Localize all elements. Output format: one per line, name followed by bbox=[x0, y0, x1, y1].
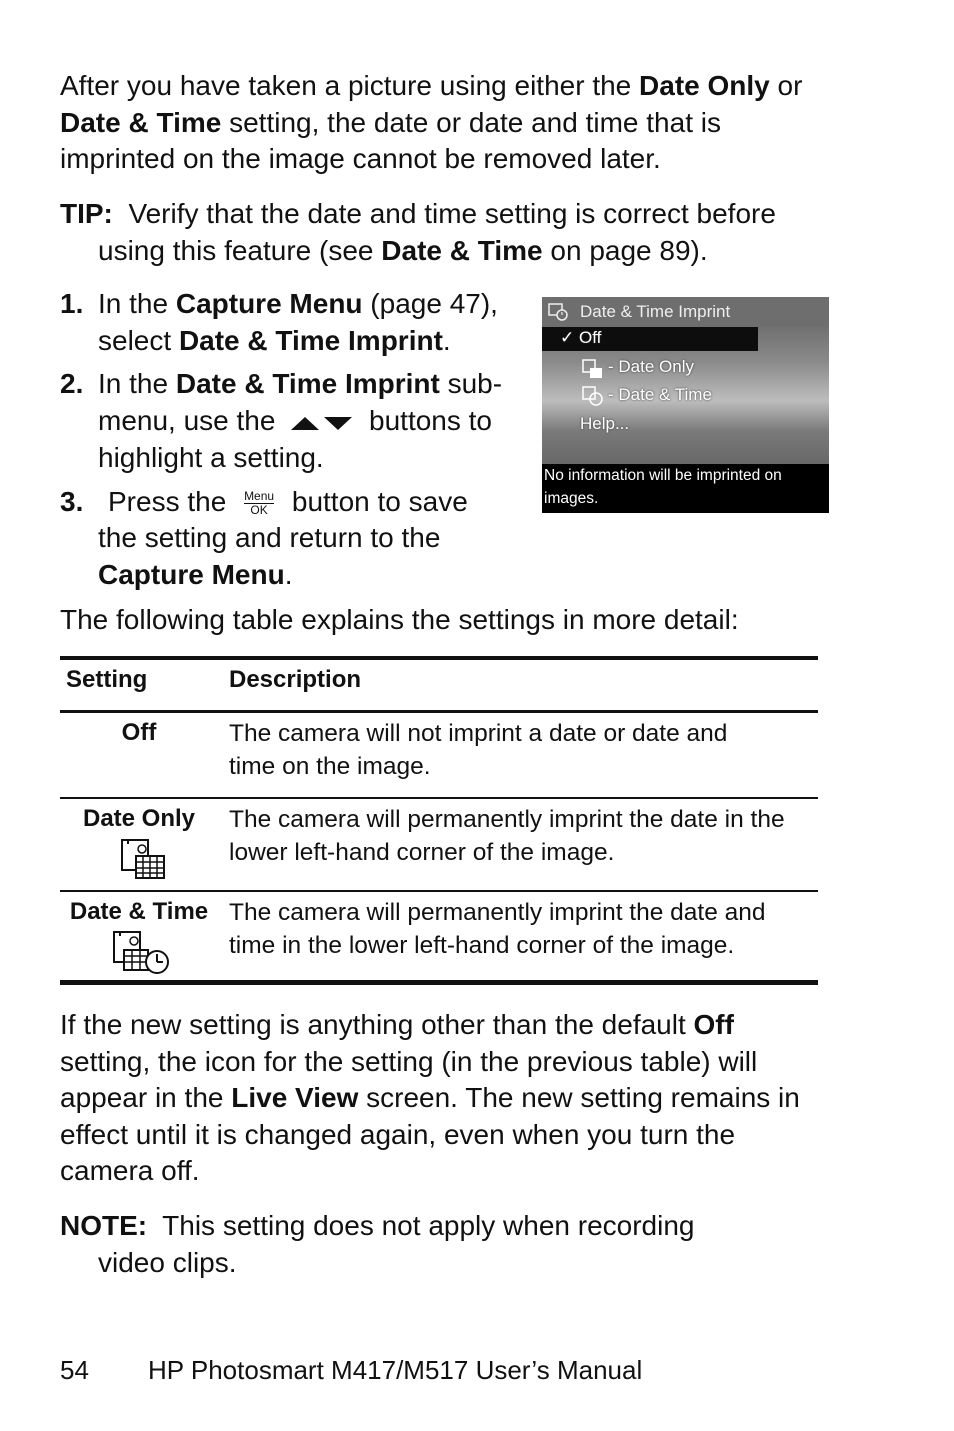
screen-title: Date & Time Imprint bbox=[580, 302, 731, 321]
step-bold: Date & Time Imprint bbox=[175, 368, 440, 399]
step-text: (page 47), bbox=[362, 288, 498, 319]
step-text: button to save bbox=[291, 485, 468, 517]
step-text: the setting and return to the bbox=[98, 522, 441, 554]
step-number: 2. bbox=[60, 368, 84, 399]
table-top-rule bbox=[60, 656, 818, 660]
after-bold-off: Off bbox=[693, 1009, 734, 1040]
header-description: Description bbox=[229, 666, 362, 693]
table-row-rule bbox=[60, 890, 818, 892]
desc-off bbox=[229, 717, 819, 783]
tip-bold-date-time: Date & Time bbox=[381, 235, 543, 266]
step-text: buttons to bbox=[369, 404, 492, 436]
step-text: Press the bbox=[108, 485, 227, 517]
screen-title-bar bbox=[542, 297, 829, 327]
note-label: NOTE: bbox=[60, 1210, 148, 1241]
camera-screen-image bbox=[542, 297, 829, 513]
desc-line: The camera will permanently imprint the date in the bbox=[229, 806, 785, 833]
date-time-small-icon bbox=[582, 386, 604, 406]
step-text: sub- bbox=[439, 368, 503, 399]
after-text: camera off. bbox=[60, 1155, 200, 1186]
step-2 bbox=[60, 366, 520, 477]
table-bottom-rule bbox=[60, 980, 818, 985]
date-only-small-icon bbox=[582, 359, 604, 379]
after-bold-live-view: Live View bbox=[231, 1082, 359, 1113]
screen-item-date-only: - Date Only bbox=[608, 357, 694, 376]
step-text: In the bbox=[98, 288, 176, 319]
steps-list bbox=[60, 286, 520, 600]
screen-item-off: ✓ Off bbox=[560, 328, 602, 347]
screen-info-bar bbox=[542, 464, 829, 513]
step-text: select bbox=[98, 324, 179, 356]
step-number: 3. bbox=[60, 485, 84, 517]
intro-text-3: setting, the date or date and time that is bbox=[221, 106, 721, 138]
tip-block bbox=[60, 195, 776, 269]
desc-line: time in the lower left-hand corner of the image. bbox=[229, 932, 735, 959]
step-1 bbox=[60, 286, 520, 359]
step-text: . bbox=[284, 558, 293, 590]
menu-ok-button-icon bbox=[244, 490, 274, 517]
step-text: In the bbox=[98, 368, 176, 399]
intro-text-1: After you have taken a picture using either the bbox=[60, 70, 640, 101]
step-text: . bbox=[442, 324, 451, 356]
step-bold: Capture Menu bbox=[175, 288, 363, 319]
menu-label: Menu bbox=[244, 488, 275, 503]
date-time-imprint-icon bbox=[548, 303, 568, 321]
setting-date-only: Date Only bbox=[82, 805, 196, 832]
desc-line: lower left-hand corner of the image. bbox=[229, 839, 615, 866]
info-line-1: No information will be imprinted on bbox=[544, 467, 782, 484]
note-text-2: video clips. bbox=[98, 1247, 237, 1278]
step-3 bbox=[60, 484, 520, 594]
table-header-rule bbox=[60, 710, 818, 713]
tip-text-1: Verify that the date and time setting is correct before bbox=[112, 198, 776, 229]
header-setting: Setting bbox=[66, 666, 148, 693]
footer-title: HP Photosmart M417/M517 User’s Manual bbox=[148, 1355, 643, 1385]
info-line-2: images. bbox=[544, 490, 599, 507]
table-intro: The following table explains the settings in more detail: bbox=[60, 604, 739, 635]
ok-label: OK bbox=[250, 502, 268, 517]
desc-line: time on the image. bbox=[229, 753, 431, 780]
note-text-1: This setting does not apply when recording bbox=[147, 1210, 695, 1241]
date-time-icon bbox=[112, 930, 172, 976]
intro-bold-date-time: Date & Time bbox=[60, 106, 222, 138]
screen-item-date-time: - Date & Time bbox=[608, 385, 712, 404]
after-text: If the new setting is anything other than the default bbox=[60, 1009, 694, 1040]
after-text: appear in the bbox=[60, 1082, 232, 1113]
desc-date-time bbox=[229, 896, 819, 962]
tip-text-2: using this feature (see bbox=[98, 235, 382, 266]
after-text: effect until it is changed again, even when you turn the bbox=[60, 1118, 736, 1150]
step-number: 1. bbox=[60, 288, 84, 319]
intro-paragraph bbox=[60, 68, 802, 178]
table-row-rule bbox=[60, 797, 818, 799]
setting-date-time: Date & Time bbox=[69, 898, 209, 925]
date-only-icon bbox=[120, 838, 168, 882]
desc-line: The camera will permanently imprint the date and bbox=[229, 899, 766, 926]
desc-line: The camera will not imprint a date or date and bbox=[229, 720, 728, 747]
screen-item-help: Help... bbox=[580, 414, 630, 433]
tip-text-3: on page 89). bbox=[542, 235, 708, 266]
tip-label: TIP: bbox=[60, 198, 113, 229]
step-text: highlight a setting. bbox=[98, 442, 324, 474]
intro-text-2: or bbox=[769, 70, 803, 101]
after-text: setting, the icon for the setting (in the previous table) will bbox=[60, 1045, 758, 1077]
intro-text-4: imprinted on the image cannot be removed later. bbox=[60, 143, 661, 174]
setting-off: Off bbox=[121, 719, 157, 746]
after-text: screen. The new setting remains in bbox=[358, 1082, 800, 1113]
desc-date-only bbox=[229, 803, 819, 869]
after-table-paragraph bbox=[60, 1007, 800, 1190]
step-text: menu, use the bbox=[98, 404, 276, 436]
up-down-arrows-icon bbox=[291, 404, 353, 441]
step-bold: Date & Time Imprint bbox=[178, 324, 443, 356]
page-number: 54 bbox=[60, 1355, 89, 1385]
intro-bold-date-only: Date Only bbox=[639, 70, 770, 101]
note-block bbox=[60, 1207, 694, 1281]
step-bold: Capture Menu bbox=[98, 558, 285, 590]
